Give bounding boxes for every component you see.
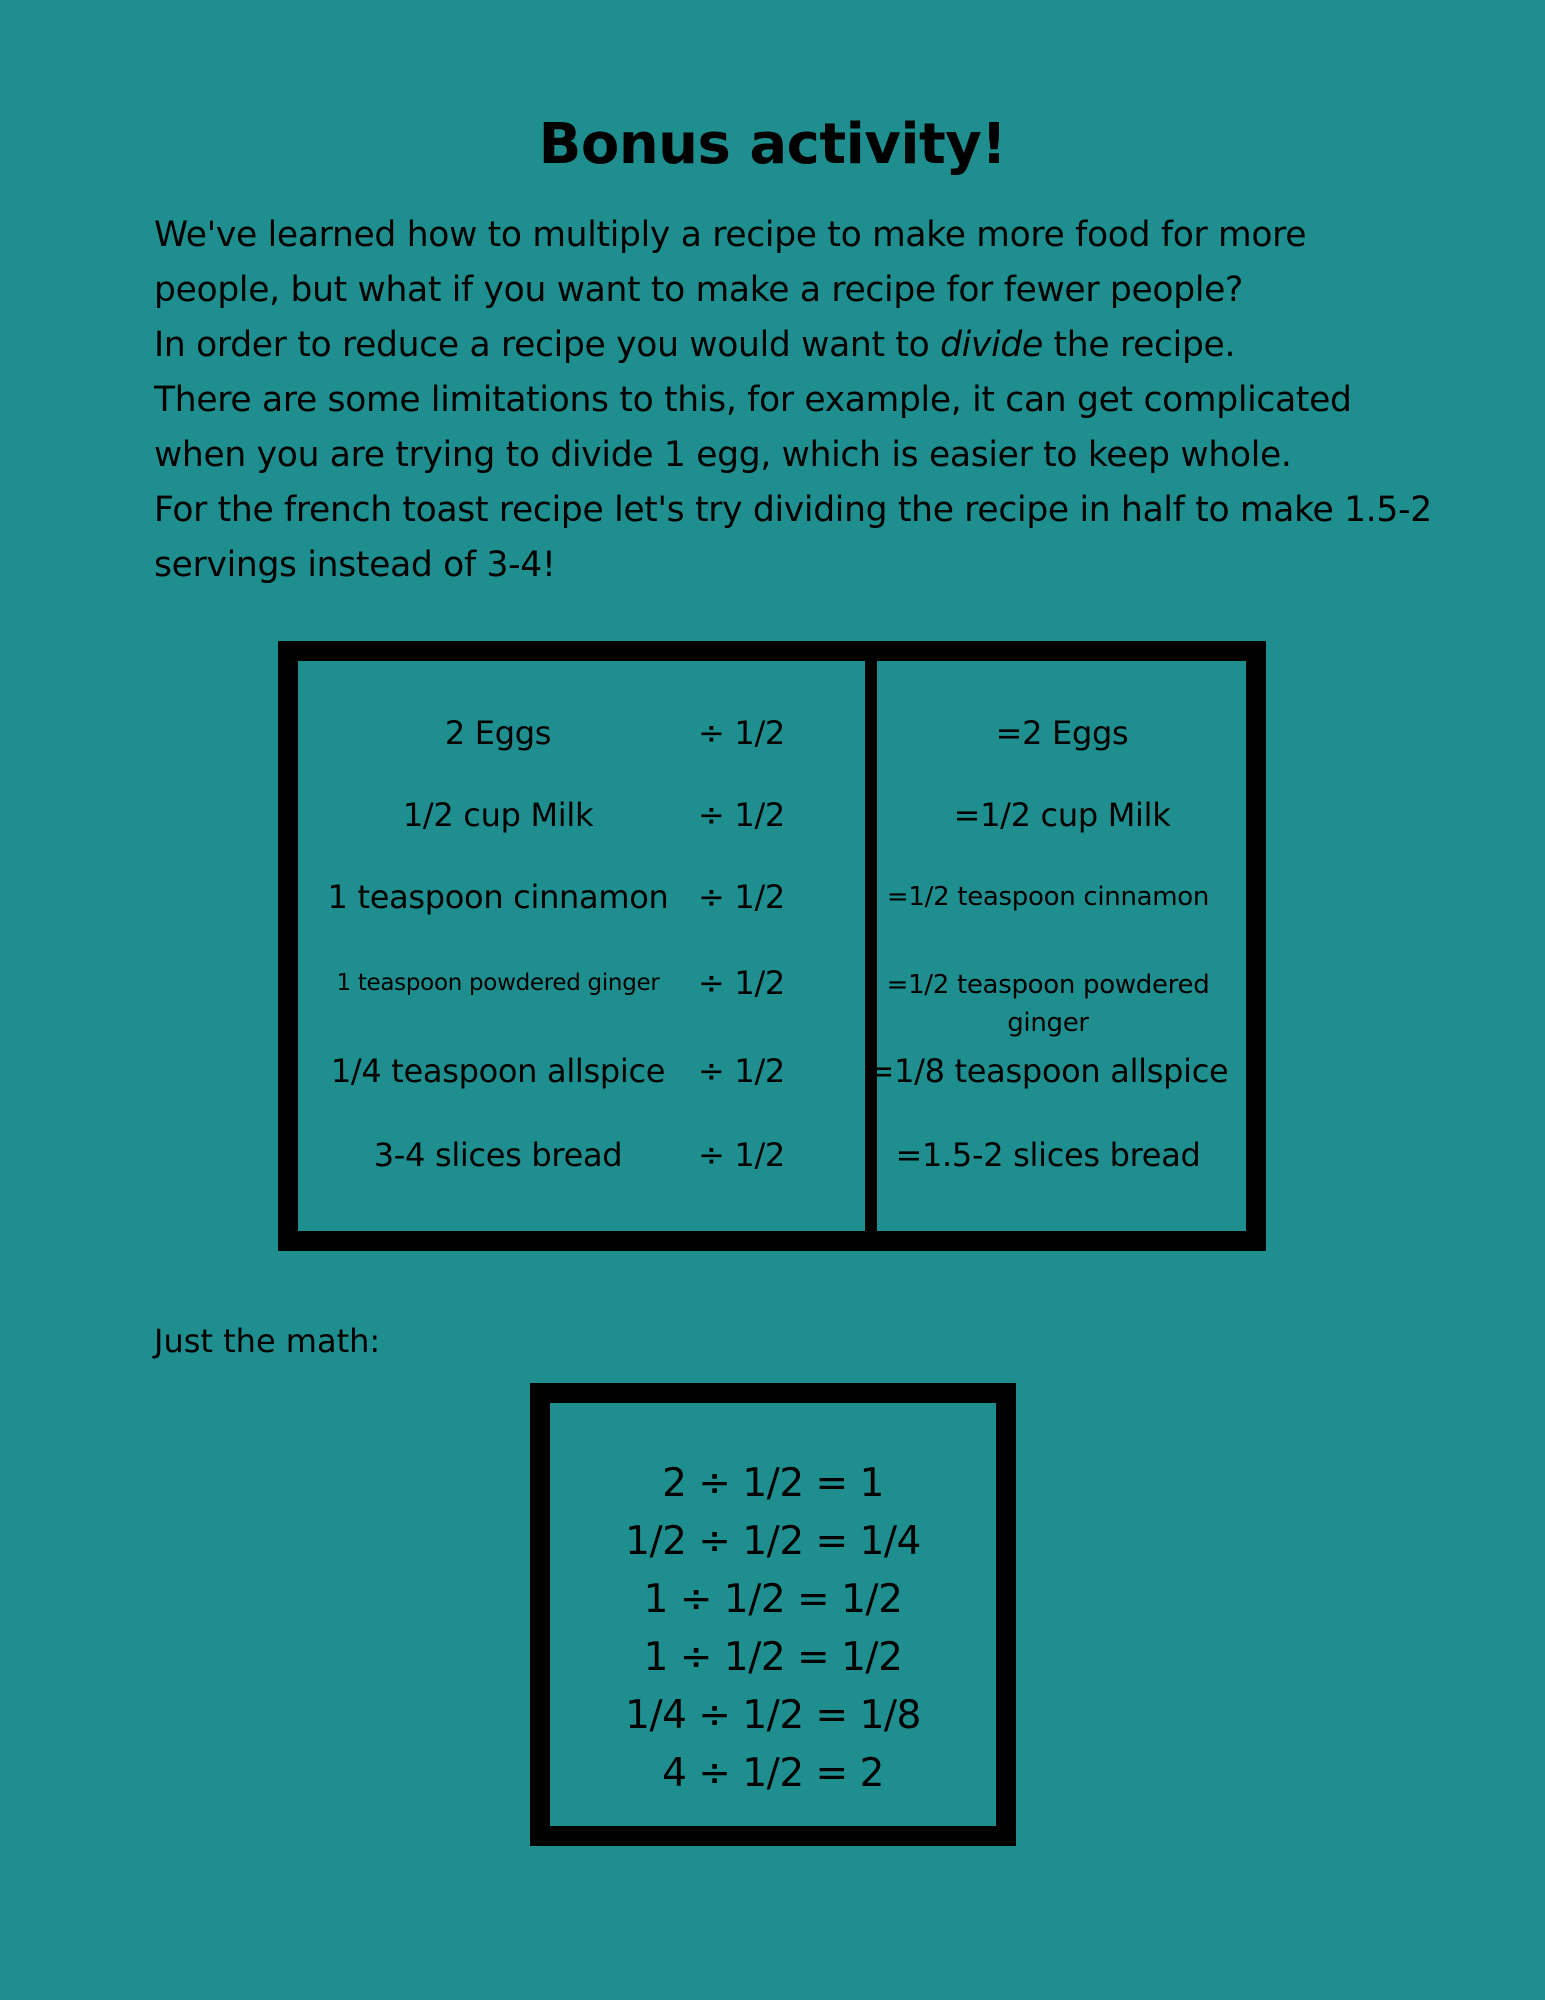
math-line-6: 4 ÷ 1/2 = 2 — [662, 1751, 884, 1796]
math-box — [530, 1383, 1016, 1846]
math-lines — [550, 1455, 996, 1803]
table-row-4-item: 1 teaspoon powdered ginger — [336, 970, 660, 996]
intro-text — [154, 208, 1434, 593]
intro-paragraph-1: We've learned how to multiply a recipe to make more food for more people, but what if you want to make a recipe for fewer people? — [154, 215, 1307, 310]
table-row-6-item: 3-4 slices bread — [373, 1136, 623, 1174]
table-row-6-result: =1.5-2 slices bread — [895, 1136, 1201, 1174]
intro-paragraph-2-start: In order to reduce a recipe you would want to — [154, 325, 941, 365]
intro-emphasis-divide: divide — [940, 325, 1043, 365]
table-row-5-item: 1/4 teaspoon allspice — [330, 1052, 666, 1090]
table-row-1-result: =2 Eggs — [995, 714, 1129, 752]
intro-paragraph-3: There are some limitations to this, for example, it can get complicated when you are trying to divide 1 egg, which is easier to keep whole. — [154, 380, 1352, 475]
table-row-2-operation: ÷ 1/2 — [698, 796, 785, 834]
intro-paragraph-2 — [154, 318, 1434, 373]
table-row-4-operation: ÷ 1/2 — [698, 964, 785, 1002]
table-row-5-operation: ÷ 1/2 — [698, 1052, 785, 1090]
math-label: Just the math: — [154, 1322, 381, 1360]
math-line-4: 1 ÷ 1/2 = 1/2 — [643, 1635, 903, 1680]
table-row-3-operation: ÷ 1/2 — [698, 878, 785, 916]
math-line-1: 2 ÷ 1/2 = 1 — [662, 1461, 884, 1506]
intro-paragraph-2-end: the recipe. — [1042, 325, 1236, 365]
math-line-2: 1/2 ÷ 1/2 = 1/4 — [625, 1519, 921, 1564]
page-title: Bonus activity! — [538, 112, 1007, 177]
table-row-2-result: =1/2 cup Milk — [953, 796, 1171, 834]
table-row-1-operation: ÷ 1/2 — [698, 714, 785, 752]
table-row-2-item: 1/2 cup Milk — [402, 796, 594, 834]
table-row-5-result: =1/8 teaspoon allspice — [867, 1052, 1229, 1090]
math-line-3: 1 ÷ 1/2 = 1/2 — [643, 1577, 903, 1622]
intro-paragraph-4: For the french toast recipe let's try dividing the recipe in half to make 1.5-2 servings instead of 3-4! — [154, 490, 1432, 585]
table-row-4-result: =1/2 teaspoon powdered ginger — [886, 970, 1210, 1038]
table-row-3-result: =1/2 teaspoon cinnamon — [886, 882, 1210, 912]
recipe-table — [278, 641, 1266, 1251]
math-line-5: 1/4 ÷ 1/2 = 1/8 — [625, 1693, 921, 1738]
table-divider — [865, 661, 877, 1231]
table-row-6-operation: ÷ 1/2 — [698, 1136, 785, 1174]
table-row-3-item: 1 teaspoon cinnamon — [327, 878, 669, 916]
table-row-1-item: 2 Eggs — [444, 714, 552, 752]
